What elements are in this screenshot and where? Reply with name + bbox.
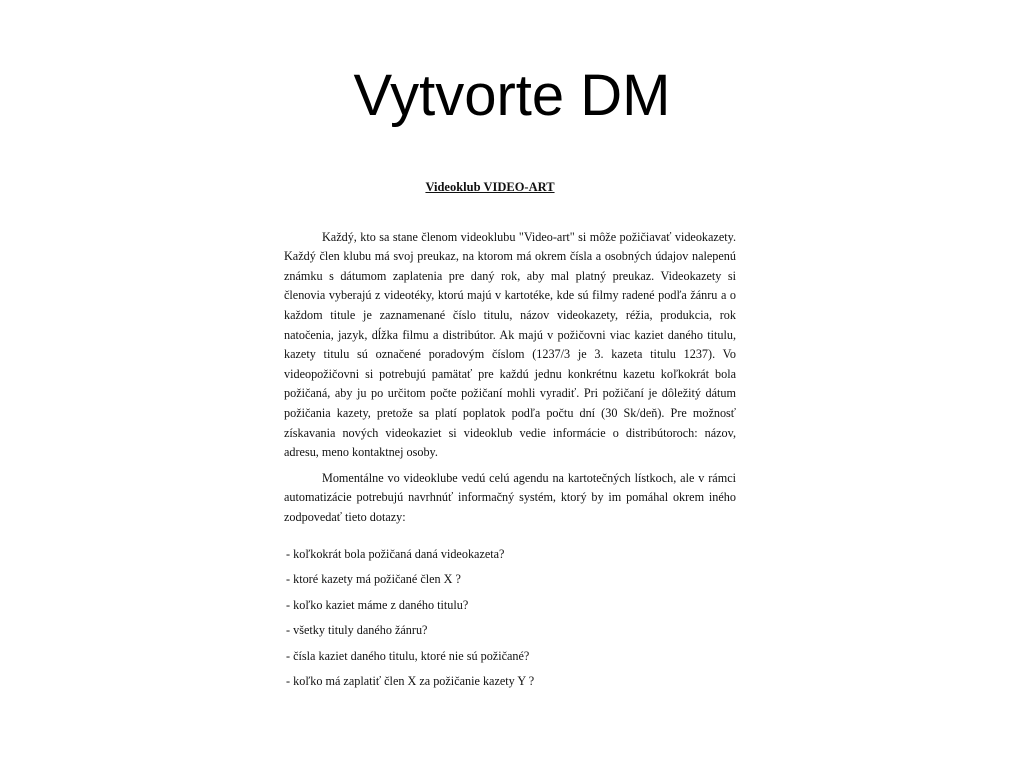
question-list [284,542,736,696]
question-item: - čísla kaziet daného titulu, ktoré nie sú požičané? [286,648,530,663]
document-paragraph-requirements: Momentálne vo videoklube vedú celú agendu na kartotečných lístkoch, ale v rámci automatizácie potrebujú navrhnúť informačný systém, ktorý by im pomáhal okrem iného zodpovedať tieto dotazy: [284,470,736,524]
document-heading: Videoklub VIDEO-ART [425,180,555,194]
question-item: - všetky tituly daného žánru? [286,623,428,638]
document-paragraph-description: Každý, kto sa stane členom videoklubu "Video-art" si môže požičiavať videokazety. Každý člen klubu má svoj preukaz, na ktorom má okrem čísla a osobných údajov nalepenú známku s dátumom zaplatenia pre daný rok, aby mal platný preukaz. Videokazety si členovia vyberajú z videotéky, ktorú majú v kartotéke, kde sú filmy radené podľa žánru a o každom titule je zaznamenané číslo titulu, názov videokazety, réžia, produkcia, rok natočenia, jazyk, dĺžka filmu a distribútor. Ak majú v požičovni viac kaziet daného titulu, kazety titulu sú označené poradovým číslom (1237/3 je 3. kazeta titulu 1237). Vo videopožičovni si potrebujú pamätať pre každú jednu konkrétnu kazetu koľkokrát bola požičaná, aby ju po určitom počte požičaní mohli vyradiť. Pri požičaní je dôležitý dátum požičania kazety, pretože sa platí poplatok podľa počtu dní (30 Sk/deň). Pre možnosť získavania nových videokaziet si videoklub vedie informácie o distribútoroch: názov, adresu, meno kontaktnej osoby. [284,229,736,460]
question-item: - koľko má zaplatiť člen X za požičanie kazety Y ? [286,674,535,689]
question-item: - koľko kaziet máme z daného titulu? [286,597,469,612]
document-scan [284,178,736,695]
slide-title: Vytvorte DM [353,63,671,128]
question-item: - ktoré kazety má požičané člen X ? [286,572,461,587]
question-item: - koľkokrát bola požičaná daná videokazeta? [286,546,505,561]
